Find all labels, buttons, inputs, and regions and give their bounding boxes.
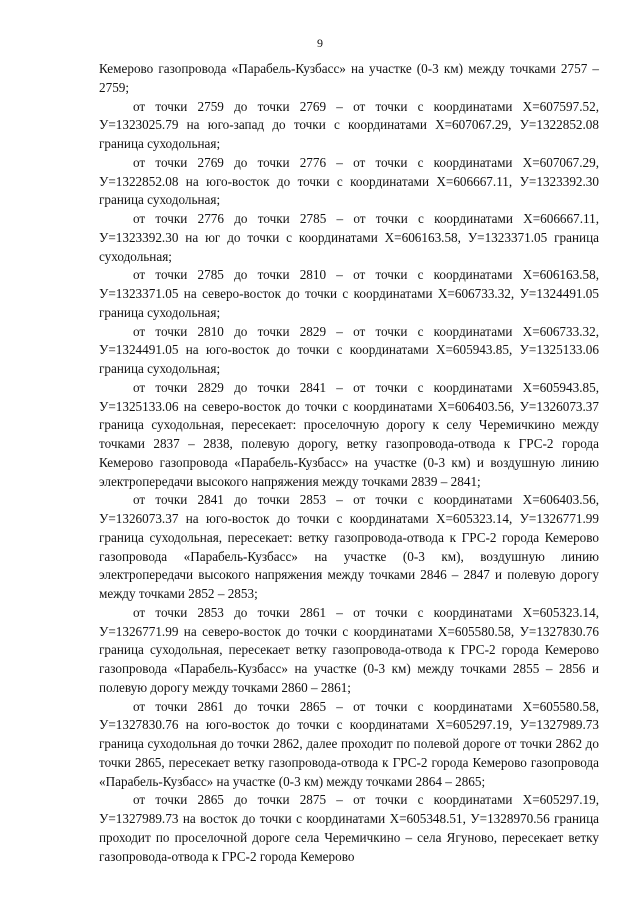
paragraph-7: от точки 2829 до точки 2841 – от точки с координатами Х=605943.85, У=1325133.06 на северо-восток до точки с координатами Х=606403.56, У=1326073.37 граница суходольная, пересекает: проселочную дорогу к селу Черемичкино между точками 2837 – 2838, полевую дорогу, ветку газопровода-отвода к ГРС-2 города Кемерово газопровода «Парабель-Кузбасс» на участке (0-3 км) и воздушную линию электропередачи высокого напряжения между точками 2839 – 2841; [99,379,599,489]
page-number: 9 [317,36,323,50]
paragraph-8: от точки 2841 до точки 2853 – от точки с координатами Х=606403.56, У=1326073.37 на юго-восток до точки с координатами Х=605323.14, У=1326771.99 граница суходольная, пересекает: ветку газопровода-отвода к ГРС-2 города Кемерово газопровода «Парабель-Кузбасс» на участке (0-3 км), воздушную линию электропередачи высокого напряжения между точками 2846 – 2847 и полевую дорогу между точками 2852 – 2853; [99,492,599,601]
paragraph-11: от точки 2865 до точки 2875 – от точки с координатами Х=605297.19, У=1327989.73 на восток до точки с координатами Х=605348.51, У=1328970.56 граница проходит по проселочной дороге села Черемичкино – села Ягуново, пересекает ветку газопровода-отвода к ГРС-2 города Кемерово [99,792,599,864]
paragraph-5: от точки 2785 до точки 2810 – от точки с координатами Х=606163.58, У=1323371.05 на северо-восток до точки с координатами Х=606733.32, У=1324491.05 граница суходольная; [99,267,599,320]
document-body [99,60,599,866]
paragraph-4: от точки 2776 до точки 2785 – от точки с координатами Х=606667.11, У=1323392.30 на юг до точки с координатами Х=606163.58, У=1323371.05 граница суходольная; [99,211,599,264]
paragraph-10: от точки 2861 до точки 2865 – от точки с координатами Х=605580.58, У=1327830.76 на юго-восток до точки с координатами Х=605297.19, У=1327989.73 граница суходольная до точки 2862, далее проходит по полевой дороге от точки 2862 до точки 2865, пересекает ветку газопровода-отвода к ГРС-2 города Кемерово газопровода «Парабель-Кузбасс» на участке (0-3 км) между точками 2864 – 2865; [99,698,599,789]
paragraph-3: от точки 2769 до точки 2776 – от точки с координатами Х=607067.29, У=1322852.08 на юго-восток до точки с координатами Х=606667.11, У=1323392.30 граница суходольная; [99,154,599,208]
paragraph-1: Кемерово газопровода «Парабель-Кузбасс» на участке (0-3 км) между точками 2757 – 2759; [99,61,599,95]
paragraph-2: от точки 2759 до точки 2769 – от точки с координатами Х=607597.52, У=1323025.79 на юго-запад до точки с координатами Х=607067.29, У=1322852.08 граница суходольная; [99,98,599,151]
paragraph-9: от точки 2853 до точки 2861 – от точки с координатами Х=605323.14, У=1326771.99 на северо-восток до точки с координатами Х=605580.58, У=1327830.76 граница суходольная, пересекает ветку газопровода-отвода к ГРС-2 города Кемерово газопровода «Парабель-Кузбасс» на участке (0-3 км) между точками 2855 – 2856 и полевую дорогу между точками 2860 – 2861; [99,604,599,695]
paragraph-6: от точки 2810 до точки 2829 – от точки с координатами Х=606733.32, У=1324491.05 на юго-восток до точки с координатами Х=605943.85, У=1325133.06 граница суходольная; [99,323,599,376]
